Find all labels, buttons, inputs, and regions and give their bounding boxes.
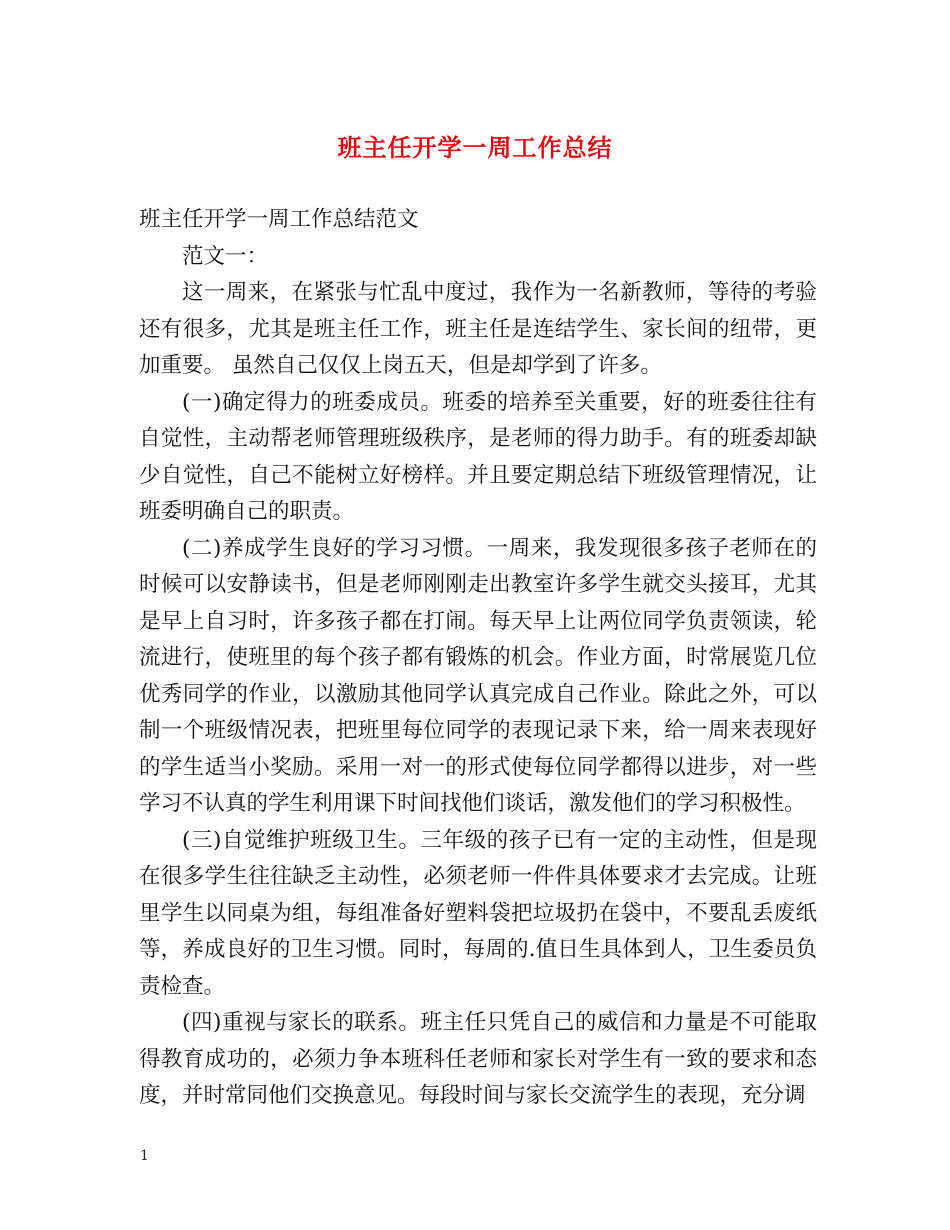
paragraph-item-2: (二)养成学生良好的学习习惯。一周来，我发现很多孩子老师在的时候可以安静读书，但是老师刚刚走出教室许多学生就交头接耳，尤其是早上自习时，许多孩子都在打闹。每天早上让两位同学负责领读，轮流进行，使班里的每个孩子都有锻炼的机会。作业方面，时常展览几位优秀同学的作业，以激励其他同学认真完成自己作业。除此之外，可以制一个班级情况表，把班里每位同学的表现记录下来，给一周来表现好的学生适当小奖励。采用一对一的形式使每位同学都得以进步，对一些学习不认真的学生利用课下时间找他们谈话，激发他们的学习积极性。	[139, 535, 817, 816]
paragraph-item-4: (四)重视与家长的联系。班主任只凭自己的威信和力量是不可能取得教育成功的，必须力争本班科任老师和家长对学生有一致的要求和态度，并时常同他们交换意见。每段时间与家长交流学生的表现，充分调	[139, 1010, 817, 1108]
paragraph-item-1: (一)确定得力的班委成员。班委的培养至关重要，好的班委往往有自觉性，主动帮老师管理班级秩序，是老师的得力助手。有的班委却缺少自觉性，自己不能树立好榜样。并且要定期总结下班级管理情况，让班委明确自己的职责。	[139, 389, 817, 524]
paragraph-heading: 范文一：	[182, 243, 269, 269]
paragraph-intro: 这一周来，在紧张与忙乱中度过，我作为一名新教师，等待的考验还有很多，尤其是班主任工作，班主任是连结学生、家长间的纽带，更加重要。 虽然自己仅仅上岗五天，但是却学到了许多。	[139, 280, 817, 378]
paragraph-item-3: (三)自觉维护班级卫生。三年级的孩子已有一定的主动性，但是现在很多学生往往缺乏主动性，必须老师一件件具体要求才去完成。让班里学生以同桌为组，每组准备好塑料袋把垃圾扔在袋中，不要乱丢废纸等，养成良好的卫生习惯。同时，每周的.值日生具体到人，卫生委员负责检查。	[139, 827, 817, 999]
document-body	[139, 202, 817, 1115]
page-number: 1	[140, 1148, 149, 1164]
document-subtitle: 班主任开学一周工作总结范文	[139, 207, 419, 232]
document-title: 班主任开学一周工作总结	[337, 134, 613, 162]
